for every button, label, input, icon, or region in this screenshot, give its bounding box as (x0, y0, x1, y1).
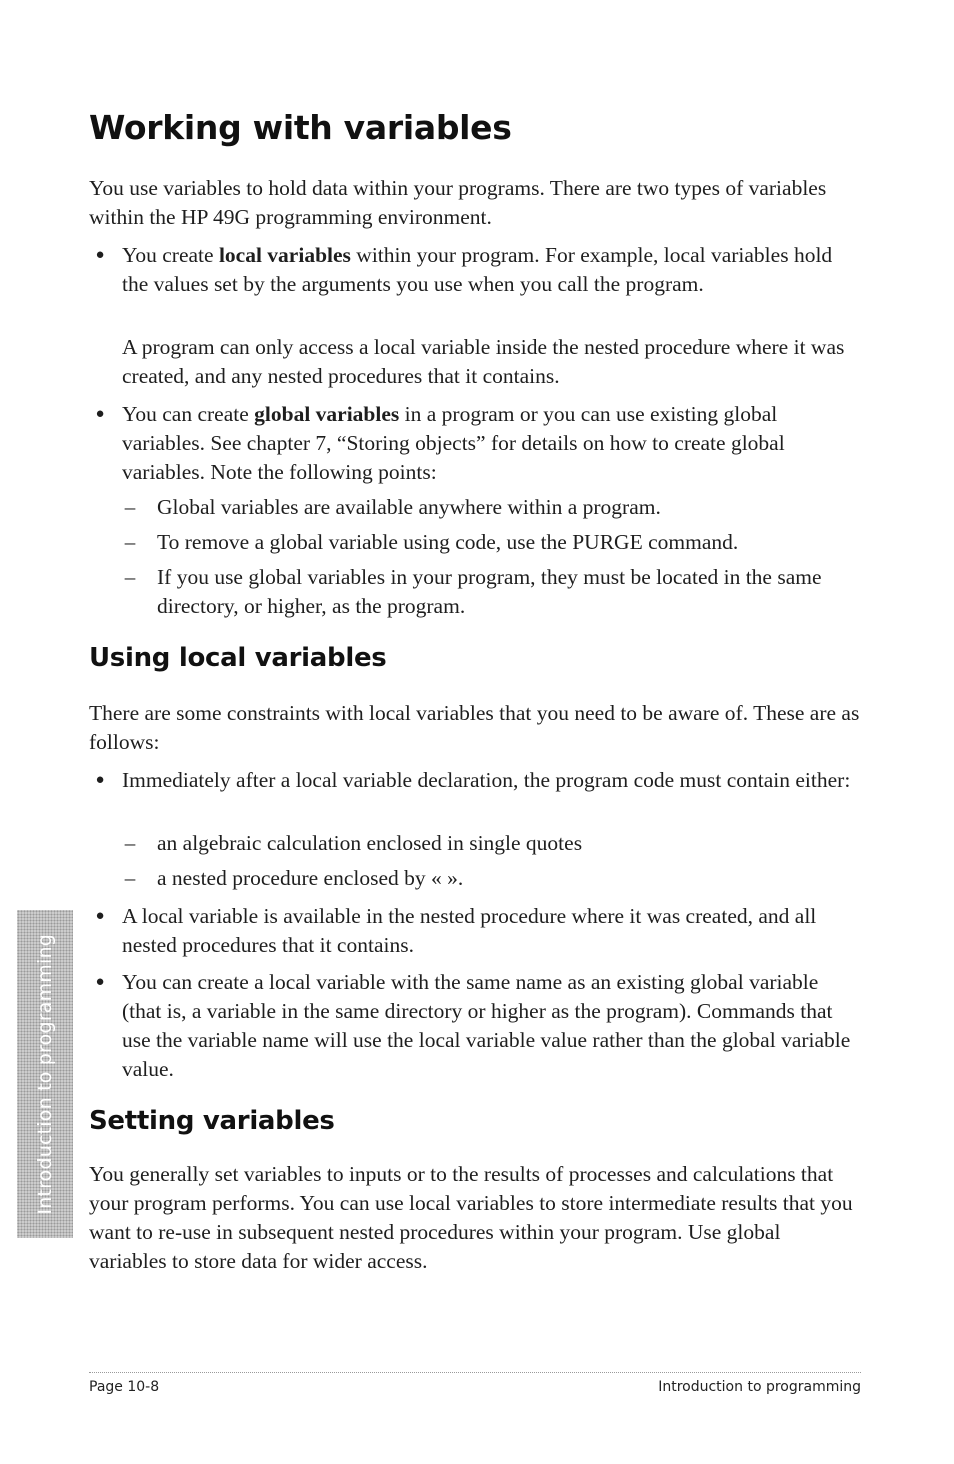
dash-item: – If you use global variables in your program, they must be located in the same directory, or higher, as the program. (122, 563, 862, 621)
footer-page-number: Page 10-8 (89, 1379, 160, 1395)
bullet-icon: ● (95, 247, 105, 263)
dash-icon: – (124, 831, 136, 855)
dash-item: – an algebraic calculation enclosed in single quotes (122, 829, 862, 858)
bullet-local-variables (89, 241, 861, 299)
page-title: Working with variables (89, 108, 512, 147)
chapter-side-tab (17, 910, 73, 1238)
bullet-icon: ● (95, 406, 105, 422)
dash-icon: – (124, 866, 136, 890)
section-heading-local-variables: Using local variables (89, 643, 387, 673)
bullet-icon: ● (95, 772, 105, 788)
local-intro-paragraph: There are some constraints with local variables that you need to be aware of. These are as follows: (89, 701, 860, 754)
bullet-text: You can create global variables in a program or you can use existing global variables. See chapter 7, “Storing objects” for details on how to create global variables. Note the following points: (122, 402, 785, 484)
chapter-side-tab-label: Introduction to programming (34, 933, 56, 1215)
dash-item: – To remove a global variable using code, use the PURGE command. (122, 528, 862, 557)
bullet-global-variables (89, 400, 861, 487)
dash-icon: – (124, 530, 136, 554)
bullet-text: You create local variables within your program. For example, local variables hold the values set by the arguments you use when you call the program. (122, 243, 833, 296)
dash-icon: – (124, 495, 136, 519)
local-note: A program can only access a local variable inside the nested procedure where it was created, and any nested procedures that it contains. (122, 335, 845, 388)
footer-divider (89, 1372, 861, 1373)
dash-item: – a nested procedure enclosed by « ». (122, 864, 862, 893)
bullet-item: ● Immediately after a local variable declaration, the program code must contain either: (89, 766, 861, 795)
dash-icon: – (124, 565, 136, 589)
bullet-icon: ● (95, 908, 105, 924)
bullet-item: ● A local variable is available in the nested procedure where it was created, and all nested procedures that it contains. (89, 902, 861, 960)
bullet-item: ● You can create a local variable with the same name as an existing global variable (that is, a variable in the same directory or higher as the program). Commands that use the variable name will use the local variable value rather than the global variable value. (89, 968, 861, 1084)
section-heading-setting-variables: Setting variables (89, 1106, 335, 1136)
footer-chapter-title: Introduction to programming (658, 1379, 861, 1395)
intro-paragraph: You use variables to hold data within your programs. There are two types of variables within the HP 49G programming environment. (89, 176, 827, 229)
bullet-icon: ● (95, 974, 105, 990)
setting-paragraph: You generally set variables to inputs or to the results of processes and calculations that your program performs. You can use local variables to store intermediate results that you want to re-use in subsequent nested procedures within your program. Use global variables to store data for wider access. (89, 1162, 853, 1273)
dash-item: – Global variables are available anywhere within a program. (122, 493, 862, 522)
